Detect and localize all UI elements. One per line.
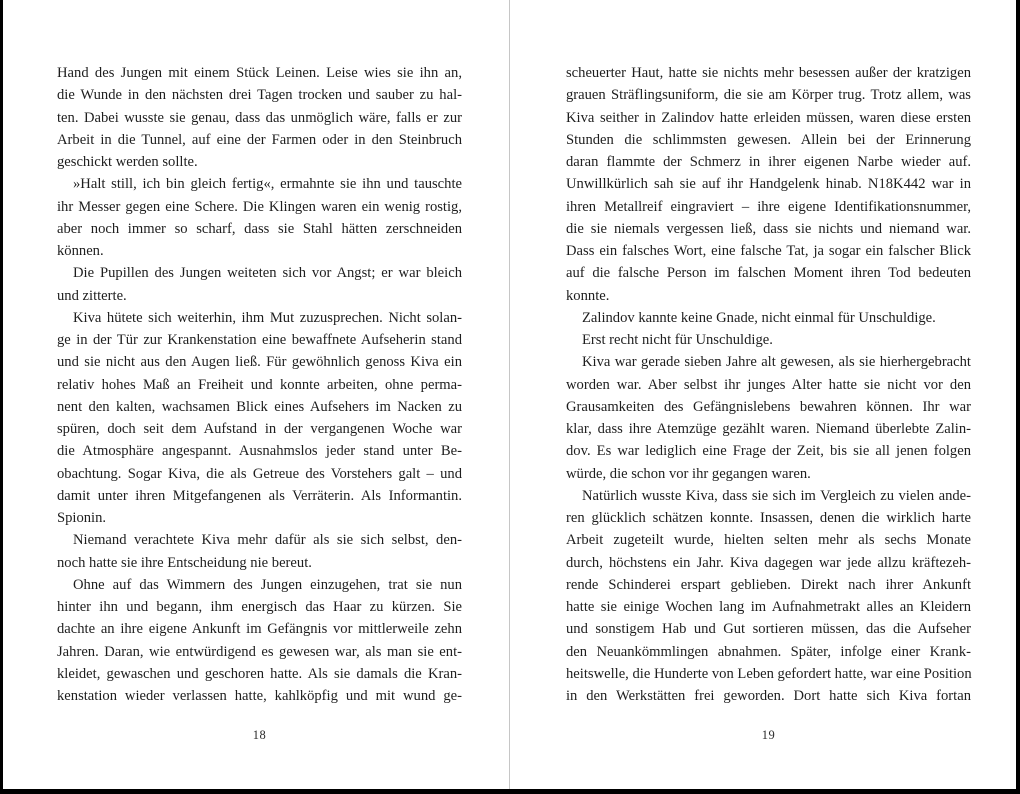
- text-line: Arbeit in die Tunnel, auf eine der Farmen oder in den Steinbruch: [57, 131, 462, 148]
- text-line: Unwillkürlich sah sie auf ihr Handgelenk hinab. N18K442 war in: [566, 176, 971, 193]
- text-line: Jahren. Daran, wie entwürdigend es gewesen war, als man sie ent-: [57, 643, 462, 660]
- text-line: worden war. Aber selbst ihr junges Alter hatte sie nicht vor den: [566, 376, 971, 393]
- text-line: hatte sie einige Wochen lang im Aufnahmetrakt alles an Kleidern: [566, 599, 971, 615]
- text-line: die Wunde in den nächsten drei Tagen trocken und sauber zu hal-: [57, 87, 462, 104]
- page-text-block: [57, 62, 462, 707]
- text-line: daran flammte der Schmerz in ihrer eigenen Narbe wieder auf.: [566, 154, 971, 170]
- page-edge-bottom: [0, 789, 1020, 794]
- text-line: und zitterte.: [57, 287, 127, 304]
- text-line: spüren, doch seit dem Aufstand in der vergangenen Woche war: [57, 421, 462, 437]
- text-line: ihr Messer gegen eine Schere. Die Klingen waren ein wenig rostig,: [57, 198, 462, 215]
- text-line: damit unter ihren Mitgefangenen als Verräterin. Als Informantin.: [57, 487, 462, 504]
- page-number: 19: [761, 728, 776, 743]
- text-line: noch hatte sie ihre Entscheidung nie bereut.: [57, 554, 312, 571]
- text-line: kenstation wieder verlassen hatte, kahlköpfig und mit wund ge-: [57, 688, 462, 704]
- text-line: Dass ein falsches Wort, eine falsche Tat, ja sogar ein falscher Blick: [566, 243, 971, 259]
- text-line: Kiva war gerade sieben Jahre alt gewesen, als sie hierhergebracht: [582, 354, 971, 371]
- text-line: kleidet, gewaschen und geschoren hatte. Als sie damals die Kran-: [57, 665, 462, 682]
- text-line: würde, die schon vor ihr gegangen waren.: [566, 465, 811, 482]
- text-line: obachtung. Sogar Kiva, die als Getreue des Vorstehers galt – und: [57, 465, 462, 482]
- paragraph: [57, 529, 462, 574]
- paragraph: [566, 351, 971, 485]
- text-line: können.: [57, 243, 104, 259]
- text-line: dachte an ihre eigene Ankunft im Gefängnis vor mittlerweile zehn: [57, 621, 462, 638]
- page-text-block: [566, 62, 971, 707]
- text-line: Die Pupillen des Jungen weiteten sich vor Angst; er war bleich: [73, 265, 462, 282]
- text-line: die Atmosphäre angespannt. Ausnahmslos jeder stand unter Be-: [57, 443, 462, 460]
- text-line: Niemand verachtete Kiva mehr dafür als sie sich selbst, den-: [73, 532, 462, 549]
- text-line: scheuerter Haut, hatte sie nichts mehr besessen außer der kratzigen: [566, 65, 971, 81]
- paragraph: [57, 307, 462, 530]
- text-line: relativ hohes Maß an Freiheit und konnte arbeiten, ohne perma-: [57, 376, 462, 393]
- paragraph: [57, 262, 462, 307]
- paragraph: [57, 173, 462, 262]
- text-line: Kiva hütete sich weiterhin, ihm Mut zuzusprechen. Nicht solan-: [73, 309, 462, 326]
- paragraph: [57, 574, 462, 708]
- text-line: dov. Es war lediglich eine Frage der Zeit, bis sie all jenen folgen: [566, 443, 971, 460]
- text-line: und sonstigem Hab und Gut sortieren müssen, das die Aufseher: [566, 621, 971, 638]
- text-line: Grausamkeiten des Gefängnislebens bewahren können. Ihr war: [566, 398, 971, 415]
- text-line: Zalindov kannte keine Gnade, nicht einmal für Unschuldige.: [582, 309, 936, 326]
- paragraph: [566, 307, 971, 329]
- text-line: konnte.: [566, 287, 610, 304]
- text-line: geschickt werden sollte.: [57, 154, 198, 170]
- text-line: auf die falsche Person im falschen Moment ihren Tod bedeuten: [566, 265, 971, 282]
- paragraph: [566, 485, 971, 708]
- text-line: heitswelle, die Hunderte von Leben gefordert hatte, war eine Position: [566, 665, 972, 682]
- text-line: ten. Dabei wusste sie genau, dass das unmöglich wäre, falls er zur: [57, 109, 462, 126]
- text-line: ge in der Tür zur Krankenstation eine bewaffnete Aufseherin stand: [57, 332, 462, 348]
- text-line: rende Schinderei erspart geblieben. Direkt nach ihrer Ankunft: [566, 576, 971, 593]
- text-line: aber noch immer so scharf, dass sie Stahl hätten zerschneiden: [57, 220, 462, 237]
- text-line: in den Werkstätten frei geworden. Dort hatte sich Kiva fortan: [566, 688, 971, 704]
- text-line: Arbeit zugeteilt wurde, hielten selten mehr als sechs Monate: [566, 532, 971, 549]
- text-line: hinter ihn und begann, ihm energisch das Haar zu kürzen. Sie: [57, 599, 462, 615]
- text-line: Stunden die schlimmsten gewesen. Allein bei der Erinnerung: [566, 131, 971, 148]
- text-line: ren glücklich schätzen konnte. Insassen, denen die wirklich harte: [566, 510, 971, 526]
- text-line: ihren Metallreif eingraviert – ihre eigene Identifikationsnummer,: [566, 198, 971, 215]
- book-page-right: [510, 0, 1016, 789]
- text-line: durch, höchstens ein Jahr. Kiva dagegen war jede allzu kräftezeh-: [566, 554, 971, 571]
- text-line: grauen Sträflingsuniform, die sie am Körper trug. Trotz allem, was: [566, 87, 971, 104]
- text-line: Hand des Jungen mit einem Stück Leinen. Leise wies sie ihn an,: [57, 65, 462, 81]
- text-line: Natürlich wusste Kiva, dass sie sich im Vergleich zu vielen ande-: [582, 487, 971, 504]
- text-line: Ohne auf das Wimmern des Jungen einzugehen, trat sie nun: [73, 576, 462, 593]
- text-line: Spionin.: [57, 510, 107, 526]
- text-line: den Neuankömmlingen abnahmen. Später, infolge einer Krank-: [566, 643, 971, 660]
- text-line: die sie niemals vergessen ließ, dass sie nichts und niemand war.: [566, 220, 971, 237]
- paragraph: [566, 62, 971, 307]
- book-page-left: [3, 0, 509, 789]
- page-edge-right: [1016, 0, 1020, 794]
- text-line: klar, dass ihre Atemzüge gezählt waren. Niemand überlebte Zalin-: [566, 421, 971, 437]
- page-number: 18: [252, 728, 267, 743]
- paragraph: [57, 62, 462, 173]
- text-line: Erst recht nicht für Unschuldige.: [582, 332, 773, 348]
- paragraph: [566, 329, 971, 351]
- text-line: nent den kalten, wachsamen Blick eines Aufsehers im Nacken zu: [57, 398, 462, 415]
- text-line: und sie nicht aus den Augen ließ. Für gewöhnlich genoss Kiva ein: [57, 354, 462, 371]
- text-line: »Halt still, ich bin gleich fertig«, ermahnte sie ihn und tauschte: [73, 176, 462, 193]
- text-line: Kiva seither in Zalindov hatte erleiden müssen, waren diese ersten: [566, 109, 971, 126]
